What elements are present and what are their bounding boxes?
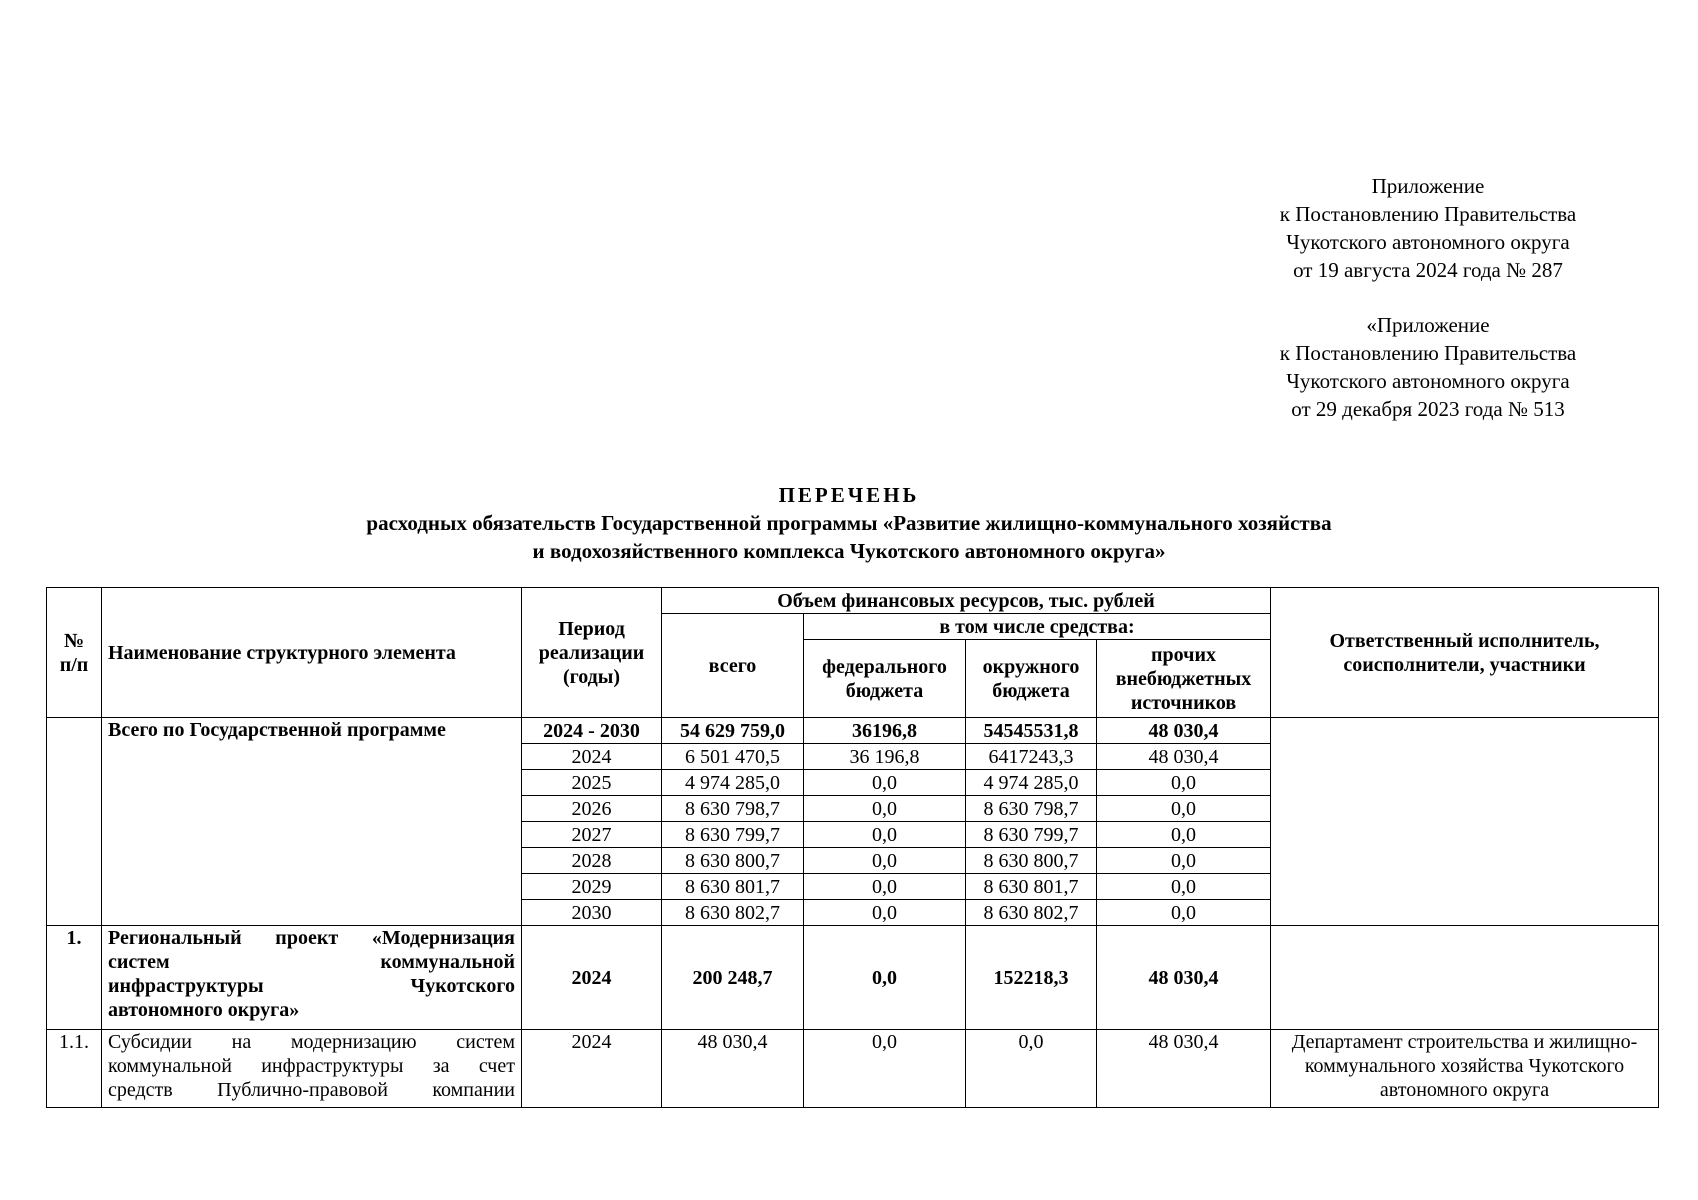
cell-federal: 0,0 [804,926,966,1030]
cell-period: 2024 - 2030 [522,718,662,744]
cell-district: 8 630 798,7 [966,796,1097,822]
header-including: в том числе средства: [804,614,1271,640]
appendix-block-original [1248,311,1608,423]
cell-responsible: Департамент строительства и жилищно-коммунального хозяйства Чукотского автономного округа [1271,1030,1659,1108]
document-title [0,481,1698,565]
appendix-line: Чукотского автономного округа [1286,369,1570,393]
cell-federal: 0,0 [804,796,966,822]
cell-total: 8 630 798,7 [662,796,804,822]
cell-district: 8 630 801,7 [966,874,1097,900]
appendix-line: Приложение [1371,174,1485,198]
name-line: инфраструктуры Чукотского [108,975,515,997]
cell-period: 2025 [522,770,662,796]
appendix-line: от 19 августа 2024 года № 287 [1293,258,1563,282]
title-subline: и водохозяйственного комплекса Чукотского автономного округа» [532,539,1166,563]
header-row [47,588,1659,614]
appendix-line: от 29 декабря 2023 года № 513 [1291,397,1565,421]
cell-district: 8 630 799,7 [966,822,1097,848]
cell-federal: 36196,8 [804,718,966,744]
cell-num: 1. [47,926,102,1030]
cell-name: Всего по Государственной программе [102,718,522,926]
cell-other: 0,0 [1097,796,1271,822]
expenditure-table [46,587,1659,1108]
cell-period: 2024 [522,744,662,770]
cell-name [102,926,522,1030]
header-district: окружного бюджета [966,640,1097,718]
cell-district: 54545531,8 [966,718,1097,744]
cell-period: 2026 [522,796,662,822]
table-row [47,926,1659,1030]
cell-other: 48 030,4 [1097,718,1271,744]
cell-other: 0,0 [1097,770,1271,796]
appendix-line: к Постановлению Правительства [1279,202,1577,226]
cell-district: 152218,3 [966,926,1097,1030]
table-row [47,718,1659,744]
cell-total: 6 501 470,5 [662,744,804,770]
cell-other: 48 030,4 [1097,744,1271,770]
cell-federal: 0,0 [804,1030,966,1108]
cell-federal: 0,0 [804,874,966,900]
cell-federal: 0,0 [804,900,966,926]
name-line: Региональный проект «Модернизация [108,927,515,949]
cell-federal: 36 196,8 [804,744,966,770]
name-line: систем коммунальной [108,951,515,973]
header-responsible: Ответственный исполнитель, соисполнители, участники [1271,588,1659,718]
header-volume: Объем финансовых ресурсов, тыс. рублей [662,588,1271,614]
header-other: прочих внебюджетных источников [1097,640,1271,718]
appendix-block-current [1248,172,1608,284]
cell-num [47,718,102,926]
cell-other: 0,0 [1097,822,1271,848]
header-num: № п/п [47,588,102,718]
cell-period: 2028 [522,848,662,874]
cell-district: 8 630 802,7 [966,900,1097,926]
title-heading: ПЕРЕЧЕНЬ [778,483,920,507]
name-line: автономного округа» [108,999,300,1021]
header-period: Период реализации (годы) [522,588,662,718]
name-line: Субсидии на модернизацию систем [108,1031,515,1053]
title-subline: расходных обязательств Государственной программы «Развитие жилищно-коммунального хозяйства [366,511,1332,535]
cell-district: 8 630 800,7 [966,848,1097,874]
name-line: коммунальной инфраструктуры за счет [108,1055,515,1077]
appendix-line: к Постановлению Правительства [1279,341,1577,365]
cell-num: 1.1. [47,1030,102,1108]
cell-total: 8 630 802,7 [662,900,804,926]
cell-total: 8 630 799,7 [662,822,804,848]
cell-total: 8 630 800,7 [662,848,804,874]
cell-other: 48 030,4 [1097,1030,1271,1108]
cell-name [102,1030,522,1108]
cell-period: 2027 [522,822,662,848]
cell-responsible [1271,718,1659,926]
cell-total: 54 629 759,0 [662,718,804,744]
cell-period: 2024 [522,1030,662,1108]
header-total: всего [662,614,804,718]
cell-district: 6417243,3 [966,744,1097,770]
cell-other: 0,0 [1097,874,1271,900]
cell-total: 8 630 801,7 [662,874,804,900]
cell-period: 2030 [522,900,662,926]
header-federal: федерального бюджета [804,640,966,718]
cell-other: 48 030,4 [1097,926,1271,1030]
cell-total: 200 248,7 [662,926,804,1030]
cell-federal: 0,0 [804,770,966,796]
cell-total: 4 974 285,0 [662,770,804,796]
cell-period: 2024 [522,926,662,1030]
cell-responsible [1271,926,1659,1030]
cell-district: 4 974 285,0 [966,770,1097,796]
cell-period: 2029 [522,874,662,900]
appendix-line: Чукотского автономного округа [1286,230,1570,254]
header-name: Наименование структурного элемента [102,588,522,718]
cell-federal: 0,0 [804,822,966,848]
cell-other: 0,0 [1097,848,1271,874]
cell-federal: 0,0 [804,848,966,874]
cell-total: 48 030,4 [662,1030,804,1108]
cell-other: 0,0 [1097,900,1271,926]
appendix-line: «Приложение [1366,313,1490,337]
cell-district: 0,0 [966,1030,1097,1108]
table-row [47,1030,1659,1108]
name-line: средств Публично-правовой компании [108,1079,515,1101]
